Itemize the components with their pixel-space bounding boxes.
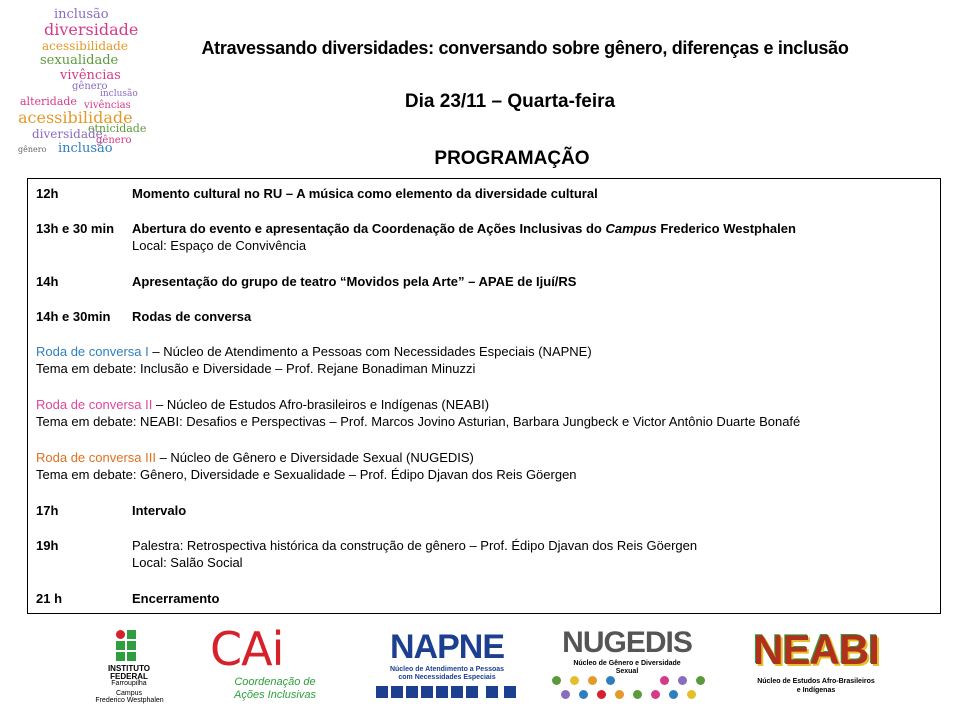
nugedis-name: NUGEDIS <box>562 626 692 659</box>
event-date: Dia 23/11 – Quarta-feira <box>404 91 616 112</box>
napne-line2: com Necessidades Especiais <box>398 674 496 681</box>
row-text: Intervalo <box>132 503 187 518</box>
schedule-box <box>27 178 941 614</box>
roda-2 <box>36 396 489 413</box>
roda-3 <box>36 449 474 466</box>
roda-1-desc: – Núcleo de Atendimento a Pessoas com Necessidades Especiais (NAPNE) <box>148 344 592 359</box>
row-location: Local: Espaço de Convivência <box>132 238 307 253</box>
row-time: 12h <box>36 186 59 201</box>
neabi-logo <box>736 626 896 704</box>
row-time: 19h <box>36 538 59 553</box>
word-cloud-word: gênero <box>96 135 132 146</box>
word-cloud-word: vivências <box>84 100 131 111</box>
row-text: Palestra: Retrospectiva histórica da construção de gênero – Prof. Édipo Djavan dos Reis Göergen <box>132 538 698 553</box>
word-cloud-word: etnicidade <box>88 122 147 135</box>
roda-1-theme: Tema em debate: Inclusão e Diversidade – Prof. Rejane Bonadiman Minuzzi <box>36 361 476 376</box>
cai-logo <box>208 622 340 705</box>
row-text-italic: Campus <box>605 221 657 236</box>
word-cloud-word: inclusão <box>100 89 138 99</box>
if-line1: INSTITUTO <box>107 664 151 673</box>
napne-logo <box>372 628 522 704</box>
roda-1-label: Roda de conversa I <box>36 344 149 359</box>
word-cloud-word: vivências <box>60 68 121 83</box>
if-line5: Frederico Westphalen <box>95 697 164 704</box>
roda-1 <box>36 343 592 360</box>
row-text: Encerramento <box>132 591 220 606</box>
word-cloud-word: gênero <box>18 145 47 154</box>
cai-line1: Coordenação de <box>234 676 316 688</box>
word-cloud-word: alteridade <box>20 95 77 108</box>
word-cloud-word: diversidade <box>32 127 103 141</box>
cai-line2: Ações Inclusivas <box>234 689 316 701</box>
roda-2-label: Roda de conversa II <box>36 397 153 412</box>
cai-name: CAi <box>210 622 284 676</box>
roda-2-desc: – Núcleo de Estudos Afro-brasileiros e Indígenas (NEABI) <box>152 397 490 412</box>
word-cloud-word: gênero <box>72 81 108 92</box>
neabi-line2: e Indígenas <box>796 687 836 694</box>
roda-3-theme: Tema em debate: Gênero, Diversidade e Sexualidade – Prof. Édipo Djavan dos Reis Göergen <box>36 467 577 482</box>
row-text: Apresentação do grupo de teatro “Movidos pela Arte” – APAE de Ijuí/RS <box>132 274 577 289</box>
word-cloud-word: inclusão <box>54 7 109 22</box>
word-cloud-word: acessibilidade <box>42 39 128 53</box>
napne-name: NAPNE <box>389 628 505 666</box>
word-cloud-word: diversidade <box>44 20 139 39</box>
program-heading: PROGRAMAÇÃO <box>434 148 590 169</box>
neabi-line1: Núcleo de Estudos Afro-Brasileiros <box>757 678 875 685</box>
row-time: 21 h <box>36 591 63 606</box>
row-time: 14h <box>36 274 59 289</box>
row-time: 14h e 30min <box>36 309 111 324</box>
roda-3-label: Roda de conversa III <box>36 450 156 465</box>
row-text: Rodas de conversa <box>132 309 252 324</box>
word-cloud-logo <box>14 6 147 156</box>
row-text: Momento cultural no RU – A música como elemento da diversidade cultural <box>132 186 598 201</box>
neabi-name: NEABI <box>753 626 879 673</box>
row-location: Local: Salão Social <box>132 555 243 570</box>
nugedis-line2: Sexual <box>615 668 639 675</box>
nugedis-logo <box>548 626 706 705</box>
row-text-part: Abertura do evento e apresentação da Coordenação de Ações Inclusivas do <box>132 221 606 236</box>
napne-line1: Núcleo de Atendimento a Pessoas <box>389 666 505 673</box>
if-line2: FEDERAL <box>110 672 148 681</box>
page-title: Atravessando diversidades: conversando sobre gênero, diferenças e inclusão <box>201 38 849 58</box>
if-line4: Campus <box>115 690 143 697</box>
word-cloud-word: inclusão <box>58 141 113 156</box>
roda-2-theme: Tema em debate: NEABI: Desafios e Perspectivas – Prof. Marcos Jovino Asturian, Barbara Jungbeck e Victor Antônio Duarte Bonafé <box>36 414 801 429</box>
word-cloud-word: sexualidade <box>40 53 119 68</box>
row-time: 13h e 30 min <box>36 221 115 236</box>
nugedis-line1: Núcleo de Gênero e Diversidade <box>573 660 681 667</box>
row-time: 17h <box>36 503 59 518</box>
row-text <box>132 220 796 237</box>
word-cloud-word: acessibilidade <box>18 108 133 127</box>
roda-3-desc: – Núcleo de Gênero e Diversidade Sexual (NUGEDIS) <box>155 450 474 465</box>
if-line3: Farroupilha <box>111 680 147 687</box>
row-text-part: Frederico Westphalen <box>656 221 796 236</box>
instituto-federal-logo <box>95 630 190 710</box>
